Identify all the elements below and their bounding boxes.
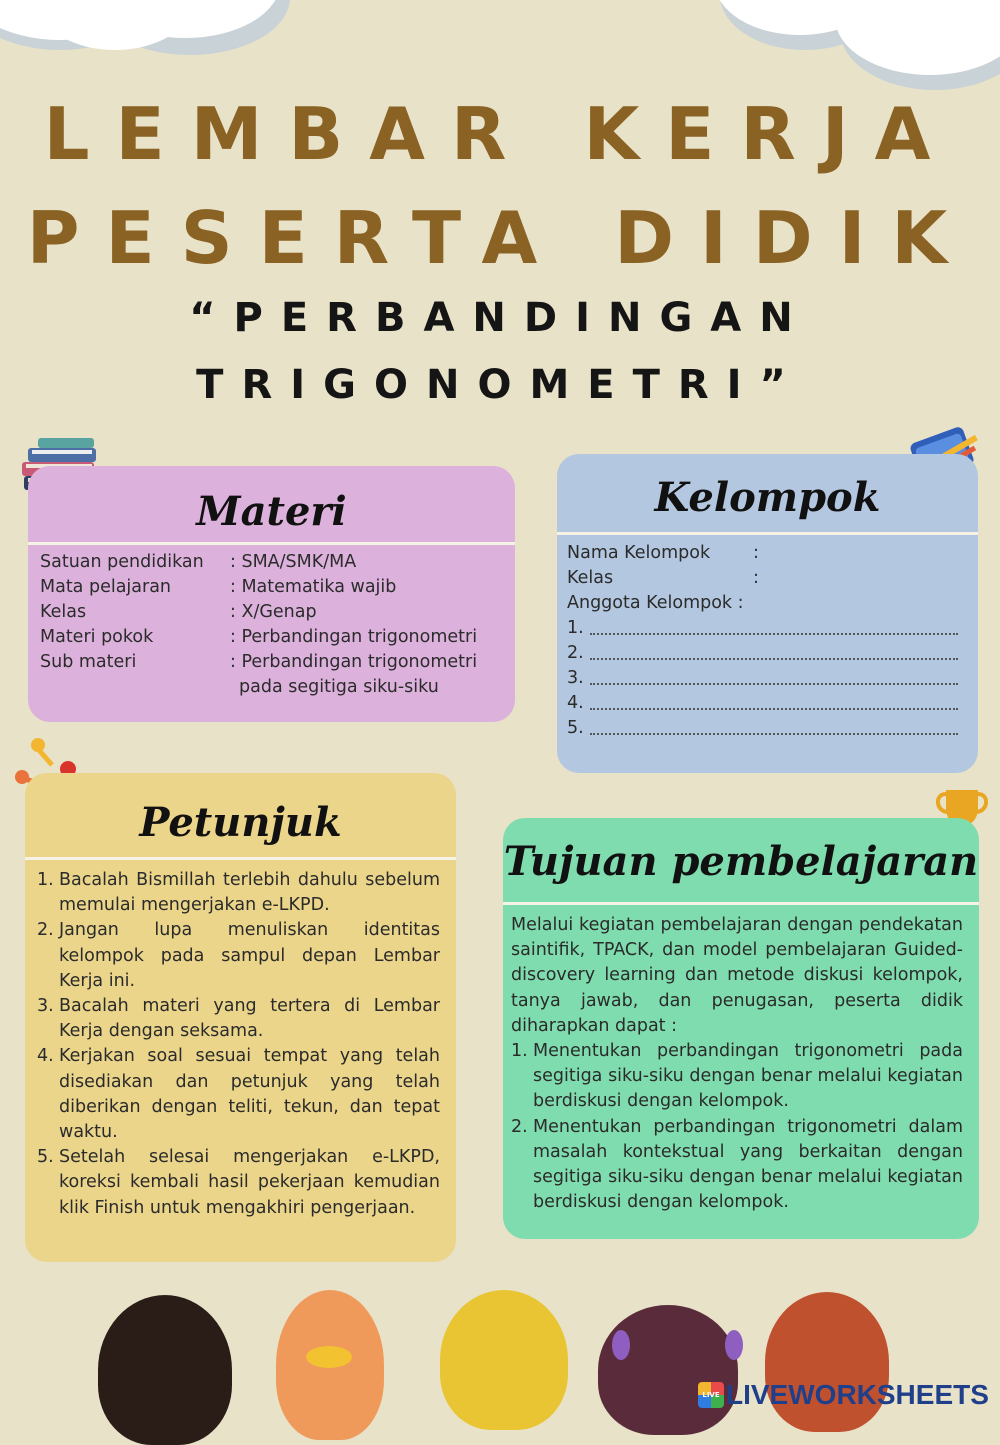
logo-badge [698, 1382, 724, 1408]
materi-value: : Perbandingan trigonometri [230, 627, 478, 647]
materi-row [40, 550, 503, 575]
member-blank[interactable] [590, 691, 958, 710]
kelompok-card [557, 454, 978, 773]
kelompok-field [567, 566, 958, 591]
title-line-2: PESERTA DIDIK [26, 196, 974, 280]
tujuan-item: 2. Menentukan perbandingan trigonometri dalam masalah kontekstual yang berkaitan dengan segitiga siku-siku dengan benar melalui kegiatan berdiskusi dengan kelompok. [511, 1116, 963, 1213]
petunjuk-item: 3. Bacalah materi yang tertera di Lembar Kerja dengan seksama. [37, 996, 440, 1042]
liveworksheets-logo[interactable] [698, 1378, 989, 1412]
member-blank[interactable] [590, 616, 958, 635]
materi-row [40, 625, 503, 650]
member-blank[interactable] [590, 666, 958, 685]
tujuan-list [511, 1039, 963, 1215]
kelompok-field-colon: : [753, 568, 759, 588]
member-line[interactable] [567, 641, 958, 666]
subtitle-line-2: TRIGONOMETRI” [196, 362, 804, 408]
tujuan-intro: Melalui kegiatan pembelajaran dengan pendekatan saintifik, TPACK, dan model pembelajaran Guided-discovery learning dan metode diskusi kelompok, tanya jawab, dan penugasan, peserta didik diharapkan dapat : [511, 915, 963, 1036]
materi-row [40, 575, 503, 600]
petunjuk-item: 1. Bacalah Bismillah terlebih dahulu sebelum memulai mengerjakan e-LKPD. [37, 870, 440, 916]
petunjuk-heading: Petunjuk [139, 799, 342, 846]
member-blank[interactable] [590, 716, 958, 735]
member-blank[interactable] [590, 641, 958, 660]
tujuan-card [503, 818, 979, 1239]
member-line[interactable] [567, 691, 958, 716]
tujuan-item: 1. Menentukan perbandingan trigonometri pada segitiga siku-siku dengan benar melalui kegiatan berdiskusi dengan kelompok. [511, 1041, 963, 1112]
materi-label: Materi pokok [40, 627, 154, 647]
materi-label: Sub materi [40, 652, 137, 672]
materi-value: : X/Genap [230, 602, 317, 622]
petunjuk-list [25, 860, 456, 1221]
kelompok-field-label: Nama Kelompok [567, 543, 711, 563]
member-number: 3. [567, 668, 584, 688]
member-line[interactable] [567, 716, 958, 741]
tujuan-heading: Tujuan pembelajaran [503, 838, 979, 885]
materi-heading: Materi [196, 488, 347, 535]
petunjuk-item: 2. Jangan lupa menuliskan identitas kelompok pada sampul depan Lembar Kerja ini. [37, 920, 440, 991]
kelompok-field [567, 541, 958, 566]
materi-value-continued: pada segitiga siku-siku [239, 677, 439, 697]
logo-badge-text: LIVE [702, 1391, 720, 1399]
materi-card [28, 466, 515, 722]
petunjuk-item: 5. Setelah selesai mengerjakan e-LKPD, koreksi kembali hasil pekerjaan kemudian klik Finish untuk mengakhiri pengerjaan. [37, 1147, 440, 1218]
kelompok-field-label: Anggota Kelompok : [567, 593, 744, 613]
materi-row [40, 675, 503, 700]
member-number: 2. [567, 643, 584, 663]
materi-label: Satuan pendidikan [40, 552, 204, 572]
subtitle-line-1: “PERBANDINGAN [189, 295, 811, 341]
member-number: 1. [567, 618, 584, 638]
materi-row [40, 650, 503, 675]
materi-value: : Perbandingan trigonometri [230, 652, 478, 672]
kelompok-rows [557, 535, 978, 741]
materi-value: : Matematika wajib [230, 577, 397, 597]
materi-label: Mata pelajaran [40, 577, 172, 597]
title-line-1: LEMBAR KERJA [43, 92, 957, 176]
member-line[interactable] [567, 616, 958, 641]
materi-rows [28, 545, 515, 700]
member-number: 5. [567, 718, 584, 738]
member-number: 4. [567, 693, 584, 713]
logo-text: LIVEWORKSHEETS [726, 1379, 989, 1410]
materi-row [40, 600, 503, 625]
materi-value: : SMA/SMK/MA [230, 552, 357, 572]
member-line[interactable] [567, 666, 958, 691]
kelompok-field [567, 591, 958, 616]
kelompok-field-colon: : [753, 543, 759, 563]
materi-label: Kelas [40, 602, 87, 622]
kelompok-field-label: Kelas [567, 568, 614, 588]
petunjuk-item: 4. Kerjakan soal sesuai tempat yang telah disediakan dan petunjuk yang telah diberikan dengan teliti, tekun, dan tepat waktu. [37, 1046, 440, 1143]
petunjuk-card [25, 773, 456, 1262]
kelompok-heading: Kelompok [654, 474, 881, 521]
